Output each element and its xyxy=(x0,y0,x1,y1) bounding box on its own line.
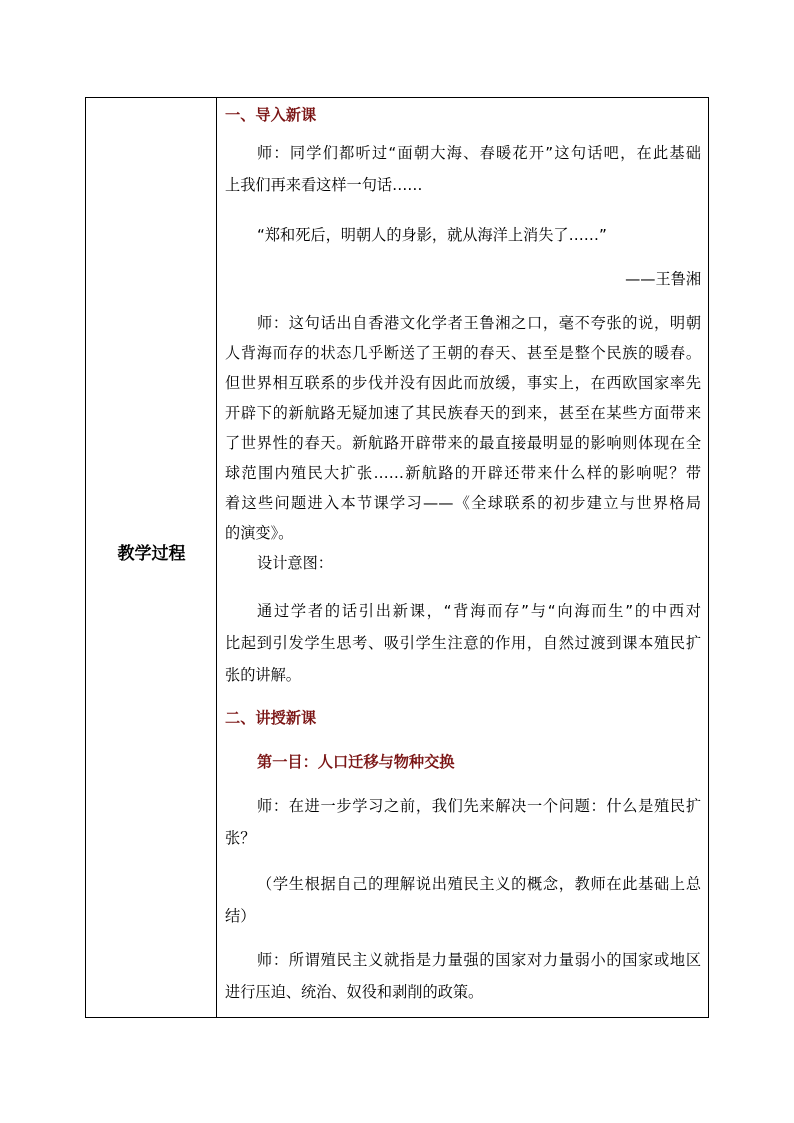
para-line: 的演变》。 xyxy=(225,524,294,542)
section1-heading: 一、导入新课 xyxy=(225,106,317,124)
para-line: 但世界相互联系的步伐并没有因此而放缓，事实上，在西欧国家率先 xyxy=(225,374,701,392)
para-line: 开辟下的新航路无疑加速了其民族春天的到来，甚至在某些方面带来 xyxy=(225,404,701,422)
para-line: 结） xyxy=(225,907,256,925)
content-cell xyxy=(217,98,708,1017)
row-label: 教学过程 xyxy=(117,544,186,564)
para-line: 了世界性的春天。新航路开辟带来的最直接最明显的影响则体现在全 xyxy=(225,434,701,452)
label-cell xyxy=(86,98,217,1017)
para-line: 张的讲解。 xyxy=(225,666,301,684)
para-line: 上我们再来看这样一句话…… xyxy=(225,176,423,194)
quote-attribution: ——王鲁湘 xyxy=(625,270,701,288)
para-line: 比起到引发学生思考、吸引学生注意的作用，自然过渡到课本殖民扩 xyxy=(225,634,701,652)
para-line: 通过学者的话引出新课，“背海而存”与“向海而生”的中西对 xyxy=(257,602,701,620)
quote-text: “郑和死后，明朝人的身影，就从海洋上消失了……” xyxy=(257,226,607,244)
para-line: 师：所谓殖民主义就指是力量强的国家对力量弱小的国家或地区 xyxy=(257,951,701,969)
para-line: 球范围内殖民大扩张……新航路的开辟还带来什么样的影响呢？带 xyxy=(225,464,701,482)
section2-subheading: 第一目：人口迁移与物种交换 xyxy=(257,753,455,771)
para-line: 人背海而存的状态几乎断送了王朝的春天、甚至是整个民族的暖春。 xyxy=(225,344,701,362)
para-line: 师：同学们都听过“面朝大海、春暖花开”这句话吧，在此基础 xyxy=(257,144,701,162)
para-line: 师：这句话出自香港文化学者王鲁湘之口，毫不夸张的说，明朝 xyxy=(257,314,701,332)
design-intent-label: 设计意图： xyxy=(257,554,333,572)
para-line: 进行压迫、统治、奴役和剥削的政策。 xyxy=(225,983,484,1001)
para-line: 张？ xyxy=(225,829,256,847)
para-line: （学生根据自己的理解说出殖民主义的概念，教师在此基础上总 xyxy=(257,875,701,893)
para-line: 师：在进一步学习之前，我们先来解决一个问题：什么是殖民扩 xyxy=(257,797,701,815)
para-line: 着这些问题进入本节课学习——《全球联系的初步建立与世界格局 xyxy=(225,494,701,512)
section2-heading: 二、讲授新课 xyxy=(225,709,317,727)
lesson-table xyxy=(85,97,709,1018)
